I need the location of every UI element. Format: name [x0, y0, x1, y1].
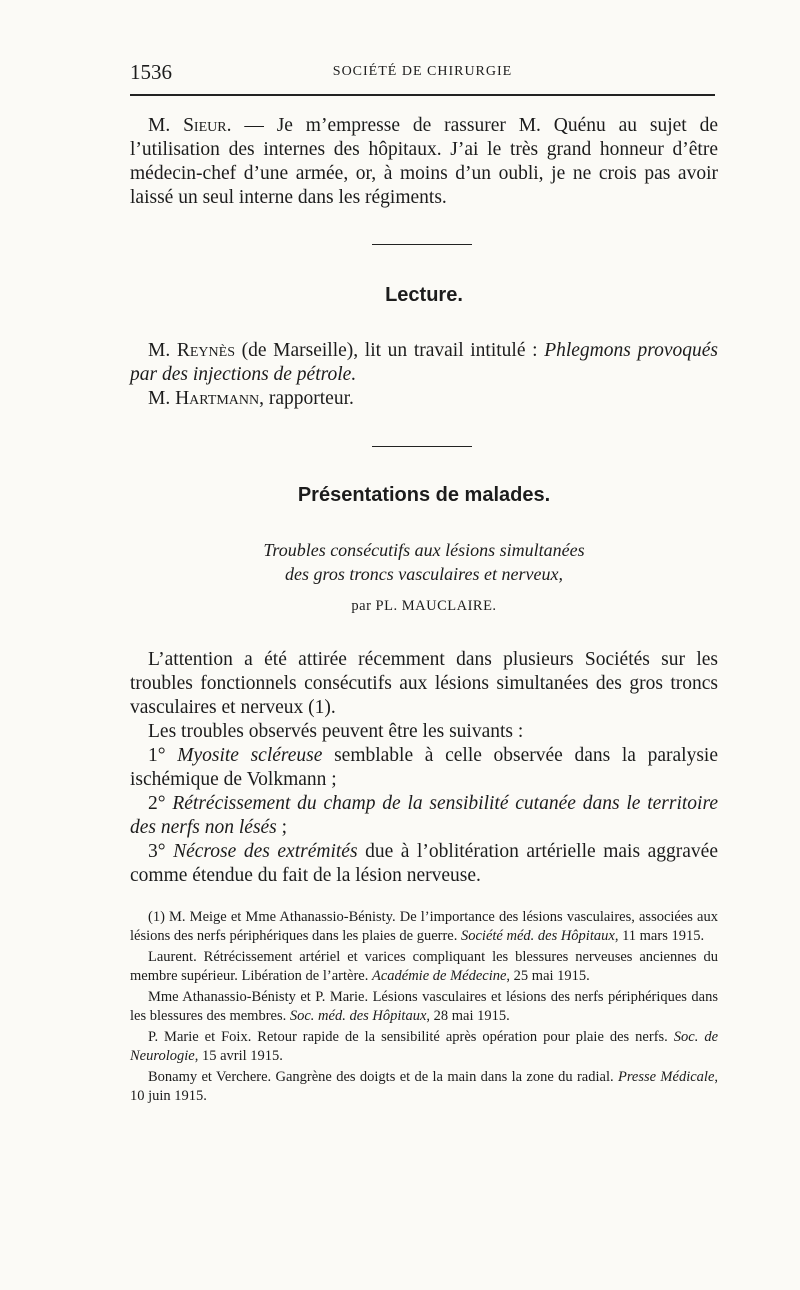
footnote: Bonamy et Verchere. Gangrène des doigts et de la main dans la zone du radial. Presse Médicale, 10 juin 1915.	[130, 1069, 719, 1104]
list-item: 3° Nécrose des extrémités due à l’oblitération artérielle mais aggravée comme étendue du fait de la lésion nerveuse.	[130, 841, 718, 886]
body-paragraph: L’attention a été attirée récemment dans plusieurs Sociétés sur les troubles fonctionnels consécutifs aux lésions simultanées des gros troncs vasculaires et nerveux (1).	[130, 649, 718, 718]
list-item: 2° Rétrécissement du champ de la sensibilité cutanée dans le territoire des nerfs non lésés ;	[130, 793, 718, 838]
running-title: SOCIÉTÉ DE CHIRURGIE	[332, 64, 513, 79]
article-byline: par PL. MAUCLAIRE.	[351, 598, 497, 614]
footnote: (1) M. Meige et Mme Athanassio-Bénisty. De l’importance des lésions vasculaires, associées aux lésions des nerfs périphériques dans les plaies de guerre. Société méd. des Hôpitaux, 11 mars 1915.	[130, 909, 718, 944]
rapporteur-name: Hartmann	[175, 388, 260, 409]
author-name: Reynès	[176, 340, 235, 361]
page-number: 1536	[130, 60, 172, 84]
article-title: Troubles consécutifs aux lésions simultanées des gros troncs vasculaires et nerveux,	[263, 540, 585, 584]
article-body	[130, 648, 718, 888]
sieur-paragraph	[130, 114, 718, 210]
lecture-heading: Lecture.	[385, 284, 463, 306]
footnotes	[130, 908, 718, 1106]
lecture-paragraph: M. Reynès (de Marseille), lit un travail intitulé : Phlegmons provoqués par des injections de pétrole. M. Hartmann, rapporteur.	[130, 340, 718, 409]
footnote: P. Marie et Foix. Retour rapide de la sensibilité après opération pour plaie des nerfs. Soc. de Neurologie, 15 avril 1915.	[130, 1029, 719, 1064]
sieur-text: — Je m’empresse de rassurer M. Quénu au sujet de l’utilisation des internes des hôpitaux. J’ai le très grand honneur d’être médecin-chef d’une armée, or, à moins d’un oubli, je ne crois pas avoir laissé un seul interne dans les régiments.	[130, 115, 718, 208]
work-title: Phlegmons provoqués par des injections de pétrole.	[130, 340, 718, 385]
header-rule	[130, 94, 715, 96]
list-item: 1° Myosite scléreuse semblable à celle observée dans la paralysie ischémique de Volkmann ;	[130, 745, 718, 790]
section-divider	[372, 244, 472, 245]
section-divider	[372, 446, 472, 447]
speaker-name: M. Sieur.	[148, 115, 232, 136]
page-header	[130, 60, 715, 88]
footnote: Mme Athanassio-Bénisty et P. Marie. Lésions vasculaires et lésions des nerfs périphériques dans les blessures des membres. Soc. méd. des Hôpitaux, 28 mai 1915.	[130, 989, 718, 1024]
presentations-heading: Présentations de malades.	[297, 484, 551, 506]
body-paragraph: Les troubles observés peuvent être les suivants :	[148, 721, 524, 742]
footnote: Laurent. Rétrécissement artériel et varices compliquant les blessures nerveuses anciennes du membre supérieur. Libération de l’artère. Académie de Médecine, 25 mai 1915.	[130, 949, 718, 984]
